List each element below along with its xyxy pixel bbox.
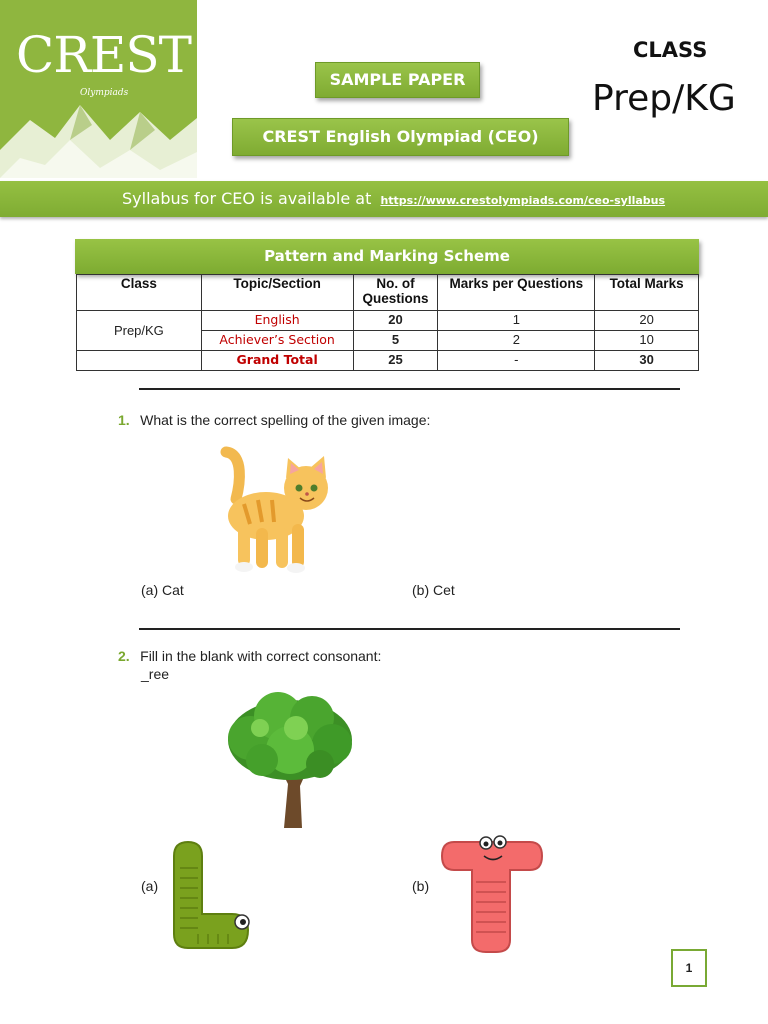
table-row bbox=[77, 311, 699, 331]
total-cell: 30 bbox=[595, 351, 699, 371]
class-cell: Prep/KG bbox=[77, 311, 202, 351]
empty-cell bbox=[77, 351, 202, 371]
option-a[interactable]: (a) Cat bbox=[141, 582, 184, 598]
option-b[interactable]: (b) Cet bbox=[412, 582, 455, 598]
question-number: 1. bbox=[118, 412, 130, 428]
column-header: Marks per Questions bbox=[438, 275, 595, 311]
option-b[interactable]: (b) bbox=[412, 878, 430, 894]
letter-t-character bbox=[440, 832, 544, 954]
divider bbox=[139, 388, 680, 390]
marks-per-cell: 1 bbox=[438, 311, 595, 331]
pattern-heading: Pattern and Marking Scheme bbox=[75, 239, 699, 274]
question-2 bbox=[118, 648, 381, 666]
marking-table bbox=[76, 274, 699, 371]
marks-per-cell: - bbox=[438, 351, 595, 371]
logo: CREST bbox=[16, 26, 192, 84]
cat-image bbox=[214, 444, 334, 574]
column-header: Topic/Section bbox=[201, 275, 353, 311]
question-text: Fill in the blank with correct consonant: bbox=[140, 648, 382, 664]
logo-subtitle: Olympiads bbox=[80, 88, 129, 98]
questions-cell: 20 bbox=[353, 311, 438, 331]
table-row bbox=[77, 351, 699, 371]
page-number: 1 bbox=[671, 949, 707, 987]
marks-per-cell: 2 bbox=[438, 331, 595, 351]
questions-cell: 5 bbox=[353, 331, 438, 351]
option-a[interactable]: (a) bbox=[141, 878, 159, 894]
column-header: Total Marks bbox=[595, 275, 699, 311]
class-value: Prep/KG bbox=[592, 78, 736, 119]
question-subtext: _ree bbox=[141, 666, 170, 682]
question-1 bbox=[118, 412, 430, 430]
question-number: 2. bbox=[118, 648, 130, 664]
column-header: No. of Questions bbox=[353, 275, 438, 311]
divider bbox=[139, 628, 680, 630]
table-header-row bbox=[77, 275, 699, 311]
topic-cell: Achiever’s Section bbox=[201, 331, 353, 351]
syllabus-link[interactable]: https://www.crestolympiads.com/ceo-syllabus bbox=[380, 194, 666, 207]
questions-cell: 25 bbox=[353, 351, 438, 371]
logo-panel bbox=[0, 0, 197, 178]
syllabus-line bbox=[122, 189, 665, 208]
question-text: What is the correct spelling of the given image: bbox=[140, 412, 431, 428]
total-cell: 20 bbox=[595, 311, 699, 331]
column-header: Class bbox=[77, 275, 202, 311]
olympiad-title-banner: CREST English Olympiad (CEO) bbox=[232, 118, 569, 156]
syllabus-text: Syllabus for CEO is available at bbox=[122, 189, 372, 208]
letter-l-character bbox=[166, 838, 256, 954]
topic-cell: Grand Total bbox=[201, 351, 353, 371]
tree-image bbox=[220, 688, 360, 830]
topic-cell: English bbox=[201, 311, 353, 331]
sample-paper-banner: SAMPLE PAPER bbox=[315, 62, 480, 98]
class-label: CLASS bbox=[633, 38, 708, 62]
total-cell: 10 bbox=[595, 331, 699, 351]
